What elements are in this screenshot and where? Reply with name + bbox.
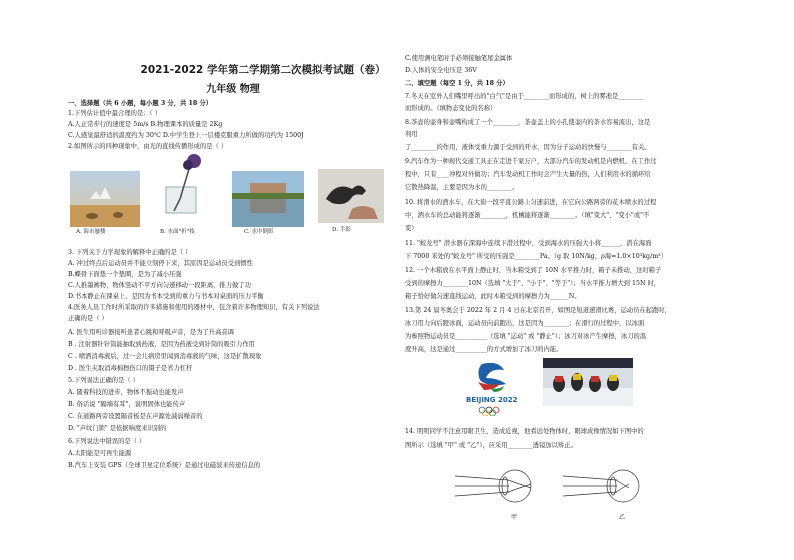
question-line: C. 在道路两旁设置隔音板是在声源处减弱噪音的 [68, 413, 203, 420]
question-line: 正确的是（ ） [68, 315, 108, 322]
question-line: A.太阳能是可再生能源 [68, 450, 132, 457]
question-line: 12. 一个木箱放在水平面上静止时，当木箱受到了 10N 水平推力时，箱子未推动，这时箱子 [405, 267, 662, 274]
exam-subtitle: 九年级 物理 [206, 84, 260, 95]
figure-caption-a: A. 海市蜃楼 [76, 229, 106, 235]
question-line: 受到的摩擦力________10N（选填 "大于"、"小于"、"等于"）；当水平推力增大到 15N 时， [405, 280, 661, 287]
figure-caption-c: C. 水中倒影 [244, 229, 274, 235]
question-line: 1.下列估计值中最合理的是：（ ） [68, 110, 162, 117]
question-line: D. "声纹门锁" 是依据响度来识别的 [68, 425, 167, 432]
question-line: A. 随着科技的进步，物体不振动也能发声 [68, 389, 184, 396]
refraction-image [152, 153, 212, 217]
question-line: C.人推墨画物，物体竖动不平方向匀速移动一段距离，推力做了功 [68, 282, 251, 289]
right-column [405, 0, 730, 560]
question-line: B.汽车上安装 GPS（全球卫星定位系统）是通过电磁波来传递信息的 [68, 462, 261, 469]
question-line: B.蝶骨下面垫一个垫圈，是为了减小压强 [68, 271, 182, 278]
speed-skating-photo [543, 358, 633, 406]
reflection-image [232, 171, 304, 227]
question-line: A. 冲过终点后运动员并不能立刻停下来，其原因是运动员受到惯性 [68, 260, 253, 267]
question-line: 8.茶壶的壶身和壶嘴构成了一个________，茶壶盖上的小孔使壶内的茶水容易流出，这是 [405, 119, 651, 126]
question-line: B . 注射器针针筒能抽取到药液，是因为药液受到针筒的吸引力作用 [68, 341, 255, 348]
question-line: B. 俗话说 "隔墙有耳"，说明固体也能传声 [68, 401, 186, 408]
question-line: 4.医务人员工作时所采取的许多措施和使用的器材中，包含着许多物理知识，有关下列说法 [68, 304, 320, 311]
question-line: 它散热降温，主要是因为水的________。 [405, 184, 519, 191]
section-heading: 二、填空题（每空 1 分，共 18 分） [405, 80, 509, 87]
question-line: D.书本静止在课桌上，是因为书本受到的重力与书本对桌面的压力平衡 [68, 293, 264, 300]
question-line: 中，洒水车的总动能将逐渐________，机械能将逐渐________。（填"变大"、"变小"或"不 [405, 212, 650, 219]
left-column [68, 0, 398, 560]
question-line: 2.如图所示的四种现象中，由光的直线传播形成的是（ ） [68, 143, 228, 150]
question-line: C.使用测电笔时手必须接触笔尾金属体 [405, 55, 513, 62]
question-line: A. 医生用听诊器接听患者心跳和呼吸声音，是为了升高音调 [68, 329, 234, 336]
beijing-2022-emblem [460, 358, 530, 416]
shadow-image [318, 169, 384, 223]
question-line: D . 医生夹取消毒棉擦伤口的镊子是省力杠杆 [68, 365, 193, 372]
question-line: A.人正常步行的速度是 5m/s B.物理课本的质量是 2Kg [68, 121, 223, 128]
question-line: C.人感觉最舒适的温度约为 30℃ D.中学生登上一层楼克服重力所做的功约为 1500J [68, 132, 304, 139]
beijing-2022-label: BEIJING 2022 [466, 396, 518, 404]
exam-title: 2021-2022 学年第二学期第二次模拟考试题（卷） [140, 64, 386, 76]
eye-diagram-jia [455, 458, 535, 514]
eye-label-yi: 乙 [619, 514, 626, 521]
question-line: 为参照物运动员是__________（选填 "运动" 或 "静止"）；冰刀对冰产生摩擦，冰刀的温 [405, 333, 647, 340]
figure-row [70, 153, 396, 233]
question-line: 图所示（选填 "甲" 或 "乙"），应采用________透镜加以矫正。 [405, 442, 577, 449]
eye-diagram-yi [563, 458, 643, 514]
question-line: 6.下列说法中错误的是（ ） [68, 438, 146, 445]
question-line: 变） [405, 225, 418, 232]
question-line: 程中，只有____冲程对外做功；汽车发动机工作时会产生大量的热，人们利用水的循环给 [405, 171, 651, 178]
question-line: 5.下列说法正确的是（ ） [68, 377, 139, 384]
eye-label-jia: 甲 [511, 514, 518, 521]
question-line: 3. 下列关于力学现象的解释中正确的是（ ） [68, 249, 192, 256]
question-line: D.人体的安全电压是 36V [405, 67, 477, 74]
question-line: 下 7000 米处的"蛟龙号" 所受的压强是________Pa。（g 取 10N/kg，ρ海=1.0×10³kg/m³） [405, 253, 668, 260]
question-line: 冰刀用力向后蹬冰面，运动员向前跑出，这是因为________；在滑行的过程中，以冰面 [405, 320, 645, 327]
question-line: 箱子恰好做匀速直线运动，此时木箱受到的摩擦力为______N。 [405, 293, 581, 300]
question-line: 10. 将滑水的酒水车，在大街一段平直公路上匀速前进，在它向公路两旁的花木喷水的过程 [405, 199, 657, 206]
question-line: 了________的作用，液体受重力源于受到的开水，因为分子运动的快慢与________有关。 [405, 144, 651, 151]
question-line: 11. "蛟龙号" 潜水器在深海中连续下潜过程中，受到海水的压强大小将______，潜在海面 [405, 240, 652, 247]
figure-caption-d: D. 手影 [332, 227, 351, 233]
question-line: 利用 [405, 131, 418, 138]
question-line: 7.冬天在室外人们嘴里呼出的"白气"是由于________而形成的，树上的雾凇是________ [405, 93, 644, 100]
mirage-image [70, 171, 140, 227]
question-line: 9.汽车作为一种现代交通工具正在走进千家万户，大部分汽车的发动机是内燃机，在工作过 [405, 158, 657, 165]
question-line: 度升高，这是通过__________的方式增加了冰刀的内能。 [405, 346, 563, 353]
question-line: 13.第 24 届冬奥会于 2022 年 2 月 4 日在北京召开，如图是短道速滑比赛，运动员在起跑时， [405, 307, 671, 314]
section-heading: 一、选择题（共 6 小题，每小题 3 分，共 18 分） [68, 100, 213, 107]
question-line: 14. 明明同学不注意用眼卫生，造成近视，他看远处物体时，眼球成像情况如下图中的 [405, 428, 644, 435]
figure-caption-b: B. 水面"折"枝 [160, 229, 195, 235]
question-line: 而形成的。（填物态变化的名称） [405, 105, 497, 112]
question-line: C . 喷洒消毒液后，过一会儿病房里闻到消毒液的气味，这是扩散现象 [68, 353, 262, 360]
